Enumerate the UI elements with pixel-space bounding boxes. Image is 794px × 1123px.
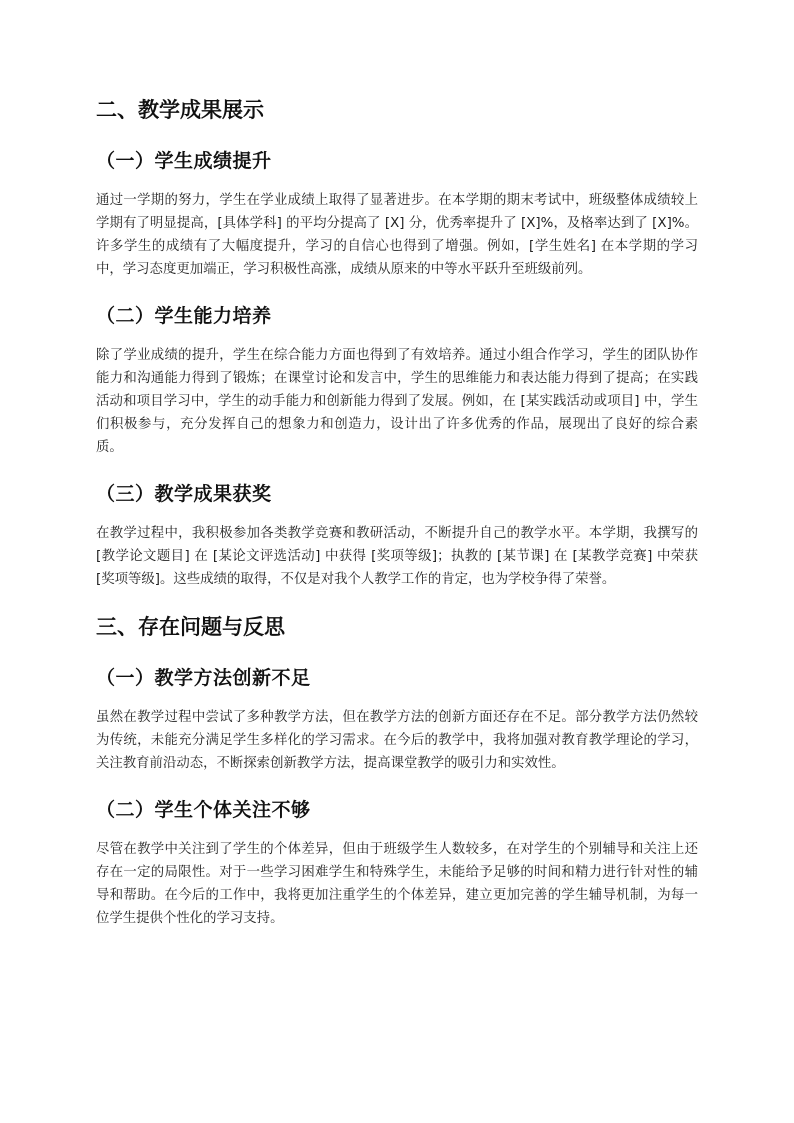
- paragraph-individual: 尽管在教学中关注到了学生的个体差异，但由于班级学生人数较多，在对学生的个别辅导和关注上还存在一定的局限性。对于一些学习困难学生和特殊学生，未能给予足够的时间和精力进行针对性的辅导和帮助。在今后的工作中，我将更加注重学生的个体差异，建立更加完善的学生辅导机制，为每一位学生提供个性化的学习支持。: [96, 842, 698, 926]
- paragraph-abilities: 除了学业成绩的提升，学生在综合能力方面也得到了有效培养。通过小组合作学习，学生的团队协作能力和沟通能力得到了锻炼；在课堂讨论和发言中，学生的思维能力和表达能力得到了提高；在实践活动和项目学习中，学生的动手能力和创新能力得到了发展。例如，在 [某实践活动或项目] 中，学生们积极参与，充分发挥自己的想象力和创造力，设计出了许多优秀的作品，展现出了良好的综合素质。: [96, 348, 698, 455]
- subsection-heading-grades: （一）学生成绩提升: [96, 150, 272, 172]
- section-heading-problems: 三、存在问题与反思: [96, 615, 285, 639]
- paragraph-methods: 虽然在教学过程中尝试了多种教学方法，但在教学方法的创新方面还存在不足。部分教学方法仍然较为传统，未能充分满足学生多样化的学习需求。在今后的教学中，我将加强对教育教学理论的学习，关注教育前沿动态，不断探索创新教学方法，提高课堂教学的吸引力和实效性。: [96, 710, 698, 771]
- paragraph-grades: 通过一学期的努力，学生在学业成绩上取得了显著进步。在本学期的期末考试中，班级整体成绩较上学期有了明显提高，[具体学科] 的平均分提高了 [X] 分，优秀率提升了 [X]%，及格率达到了 [X]%。许多学生的成绩有了大幅度提升，学习的自信心也得到了增强。例如，[学生姓名] 在本学期的学习中，学习态度更加端正，学习积极性高涨，成绩从原来的中等水平跃升至班级前列。: [96, 193, 698, 277]
- subsection-heading-individual: （二）学生个体关注不够: [96, 799, 311, 821]
- section-heading-achievements: 二、教学成果展示: [96, 98, 264, 122]
- subsection-heading-awards: （三）教学成果获奖: [96, 483, 272, 505]
- paragraph-awards: 在教学过程中，我积极参加各类教学竞赛和教研活动，不断提升自己的教学水平。本学期，我撰写的 [教学论文题目] 在 [某论文评选活动] 中获得 [奖项等级]；执教的 [某节课] 在 [某教学竞赛] 中荣获 [奖项等级]。这些成绩的取得，不仅是对我个人教学工作的肯定，也为学校争得了荣誉。: [96, 526, 698, 587]
- subsection-heading-abilities: （二）学生能力培养: [96, 305, 272, 327]
- subsection-heading-methods: （一）教学方法创新不足: [96, 667, 311, 689]
